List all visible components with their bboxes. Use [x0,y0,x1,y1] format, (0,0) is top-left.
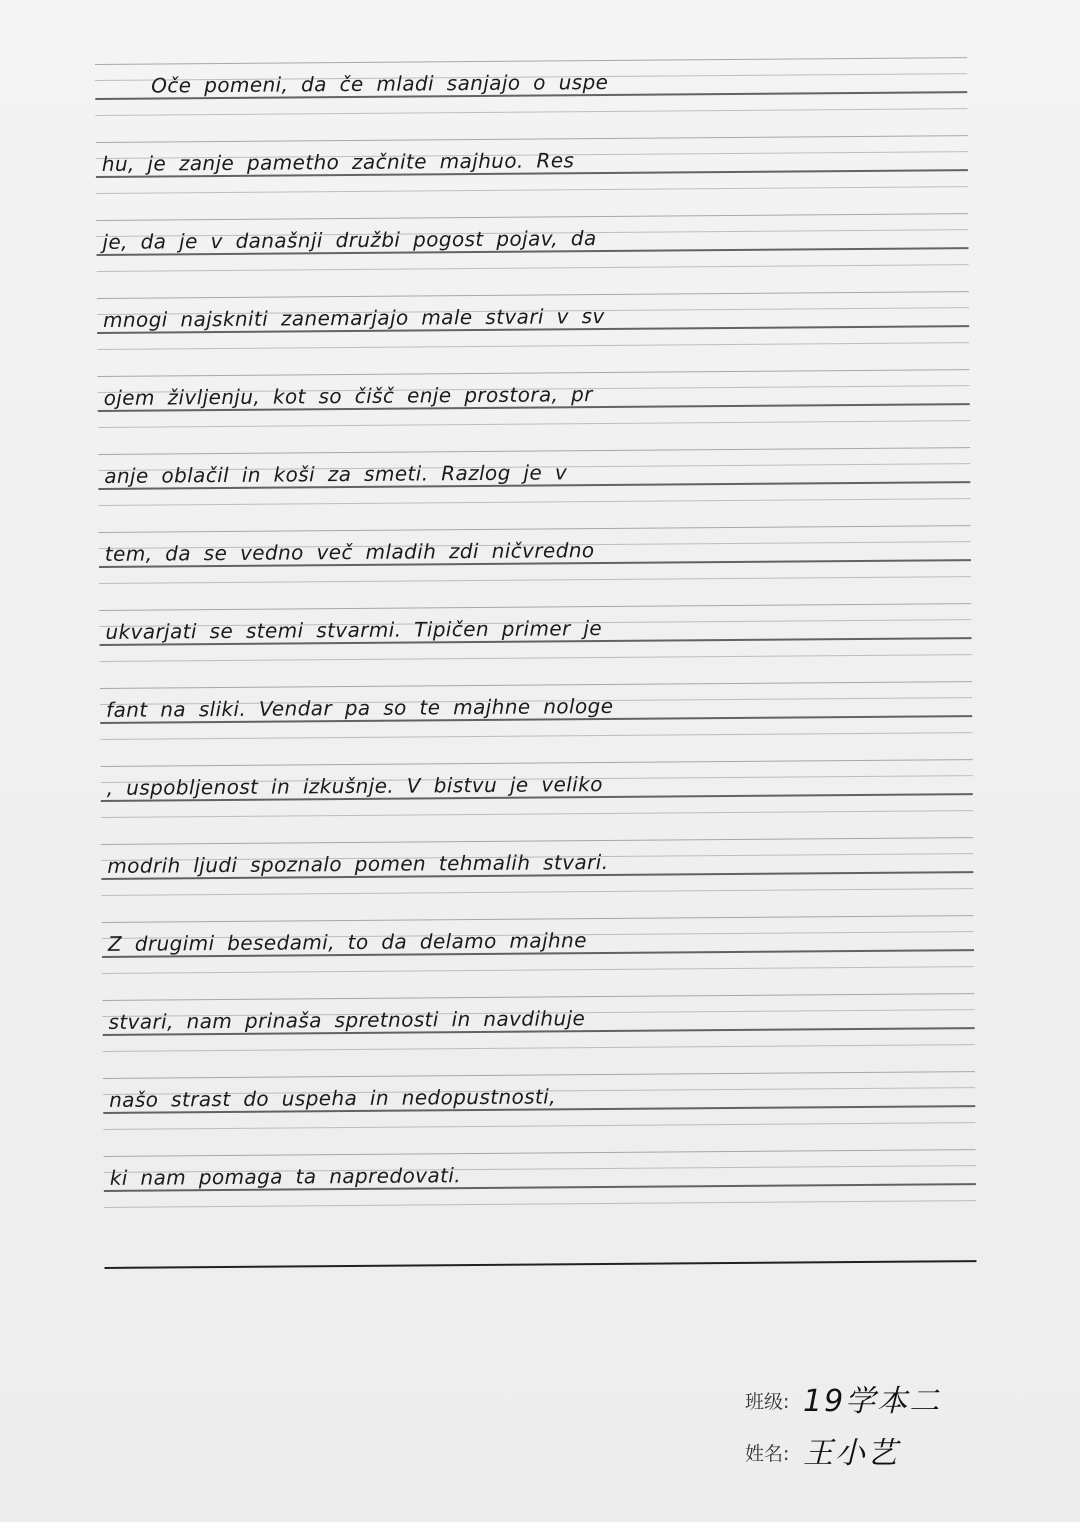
lower-guide-line [100,654,972,662]
essay-line: modrih ljudi spoznalo pomen tehmalih stvari. [107,849,609,878]
lower-guide-line [95,108,967,116]
name-row [745,1422,1045,1474]
essay-line: je, da je v današnji družbi pogost pojav, da [102,226,597,254]
lower-guide-line [104,1200,976,1208]
name-value: 王小艺 [803,1436,899,1471]
lower-guide-line [97,342,969,350]
lower-guide-line [102,888,974,896]
lower-guide-line [96,186,968,194]
essay-line: tem, da se vedno več mladih zdi ničvredno [104,538,595,566]
lower-guide-line [103,1122,975,1130]
closing-rule-line [104,1260,976,1269]
writing-row [103,1067,976,1152]
writing-row [100,677,973,762]
class-label: 班级: [745,1391,790,1413]
writing-row [104,1145,977,1230]
lower-guide-line [101,810,973,818]
essay-line: stvari, nam prinaša spretnosti in navdihuje [108,1006,586,1034]
writing-row [101,755,974,840]
lower-guide-line [103,1044,975,1052]
writing-row [98,443,971,528]
essay-line: hu, je zanje pametho začnite majhuo. Res [101,148,575,176]
essay-line: ki nam pomaga ta napredovati. [109,1163,462,1190]
essay-line: , uspobljenost in izkušnje. V bistvu je veliko [106,772,603,800]
essay-line: Oče pomeni, da če mladi sanjajo o uspe [151,69,609,98]
name-label: 姓名: [745,1443,790,1465]
essay-line: ukvarjati se stemi stvarmi. Tipičen primer je [105,616,603,644]
writing-row [101,833,974,918]
lower-guide-line [102,966,974,974]
writing-row [99,521,972,606]
writing-row [99,599,972,684]
student-info [745,1370,1045,1474]
writing-row [97,287,970,372]
writing-row [95,53,968,138]
essay-line: ojem življenju, kot so čišč enje prostora, pr [103,382,593,410]
essay-line: anje oblačil in koši za smeti. Razlog je v [104,460,568,488]
lined-writing-sheet [95,53,977,1275]
writing-row [96,131,969,216]
lower-guide-line [100,732,972,740]
lower-guide-line [98,498,970,506]
essay-line: Z drugimi besedami, to da delamo majhne [107,928,587,956]
lower-guide-line [99,576,971,584]
writing-row [96,209,969,294]
essay-line: mnogi najskniti zanemarjajo male stvari v sv [102,304,605,332]
lower-guide-line [97,264,969,272]
lower-guide-line [98,420,970,428]
essay-line: našo strast do uspeha in nedopustnosti, [109,1084,557,1112]
class-value: 19学本二 [803,1384,942,1419]
writing-row [102,911,975,996]
essay-line: fant na sliki. Vendar pa so te majhne nologe [106,693,614,722]
class-row [745,1370,1045,1422]
writing-row [97,365,970,450]
writing-row [102,989,975,1074]
